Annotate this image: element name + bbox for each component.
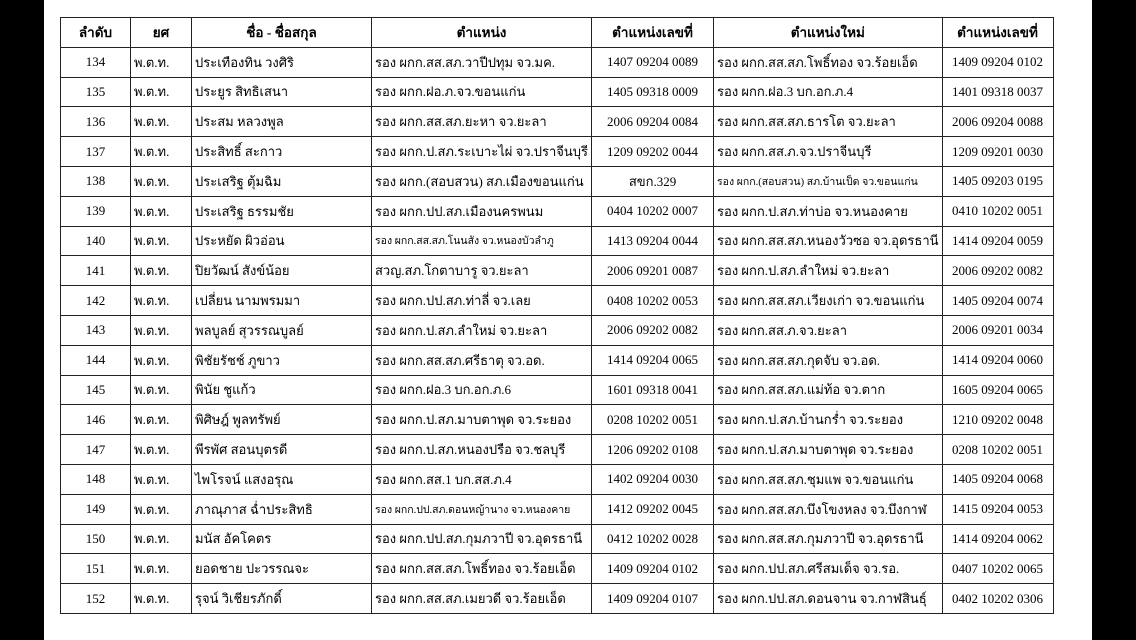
order-cell: 148 — [61, 464, 131, 494]
new-position-cell: รอง ผกก.สส.สภ.ชุมแพ จว.ขอนแก่น — [714, 464, 942, 494]
position-cell: รอง ผกก.ป.สภ.มาบตาพุด จว.ระยอง — [372, 405, 592, 435]
order-cell: 143 — [61, 315, 131, 345]
order-cell: 151 — [61, 554, 131, 584]
name-cell: ภาณุภาส ฉ่ำประสิทธิ — [192, 494, 372, 524]
name-cell: ประสิทธิ์ สะกาว — [192, 137, 372, 167]
rank-cell: พ.ต.ท. — [131, 256, 192, 286]
new-position-number-cell: 0407 10202 0065 — [942, 554, 1053, 584]
table-row — [61, 405, 1054, 435]
table-header-row — [61, 18, 1054, 48]
new-position-number-cell: 1605 09204 0065 — [942, 375, 1053, 405]
table-row — [61, 315, 1054, 345]
new-position-cell: รอง ผกก.สส.สภ.โพธิ์ทอง จว.ร้อยเอ็ด — [714, 47, 942, 77]
order-cell: 144 — [61, 345, 131, 375]
position-cell: รอง ผกก.สส.สภ.วาปีปทุม จว.มค. — [372, 47, 592, 77]
order-cell: 150 — [61, 524, 131, 554]
table-row — [61, 584, 1054, 614]
order-cell: 134 — [61, 47, 131, 77]
position-number-cell: 1407 09204 0089 — [592, 47, 714, 77]
document-page — [44, 0, 1092, 640]
new-position-cell: รอง ผกก.ป.สภ.ลำใหม่ จว.ยะลา — [714, 256, 942, 286]
header-rank: ยศ — [131, 18, 192, 48]
table-row — [61, 494, 1054, 524]
position-number-cell: 1209 09202 0044 — [592, 137, 714, 167]
new-position-cell: รอง ผกก.สส.สภ.หนองวัวซอ จว.อุดรธานี — [714, 226, 942, 256]
new-position-number-cell: 1414 09204 0059 — [942, 226, 1053, 256]
table-row — [61, 256, 1054, 286]
position-cell: รอง ผกก.ฝอ.ภ.จว.ขอนแก่น — [372, 77, 592, 107]
rank-cell: พ.ต.ท. — [131, 226, 192, 256]
name-cell: รุจน์ วิเชียรภักดิ์ — [192, 584, 372, 614]
position-cell: รอง ผกก.สส.สภ.โพธิ์ทอง จว.ร้อยเอ็ด — [372, 554, 592, 584]
name-cell: พีรพัศ สอนบุตรดี — [192, 435, 372, 465]
name-cell: มนัส อัคโคตร — [192, 524, 372, 554]
position-cell: รอง ผกก.ปป.สภ.ท่าลี่ จว.เลย — [372, 286, 592, 316]
rank-cell: พ.ต.ท. — [131, 137, 192, 167]
order-cell: 149 — [61, 494, 131, 524]
rank-cell: พ.ต.ท. — [131, 524, 192, 554]
new-position-number-cell: 1409 09204 0102 — [942, 47, 1053, 77]
header-new-position: ตำแหน่งใหม่ — [714, 18, 942, 48]
new-position-cell: รอง ผกก.(สอบสวน) สภ.บ้านเป็ด จว.ขอนแก่น — [714, 166, 942, 196]
name-cell: ประเสริฐ ธรรมชัย — [192, 196, 372, 226]
table-row — [61, 524, 1054, 554]
new-position-number-cell: 1414 09204 0060 — [942, 345, 1053, 375]
table-row — [61, 166, 1054, 196]
header-name: ชื่อ - ชื่อสกุล — [192, 18, 372, 48]
position-number-cell: 0208 10202 0051 — [592, 405, 714, 435]
rank-cell: พ.ต.ท. — [131, 315, 192, 345]
position-number-cell: 1409 09204 0102 — [592, 554, 714, 584]
position-cell: รอง ผกก.สส.สภ.เมยวดี จว.ร้อยเอ็ด — [372, 584, 592, 614]
position-number-cell: 1409 09204 0107 — [592, 584, 714, 614]
order-cell: 138 — [61, 166, 131, 196]
new-position-cell: รอง ผกก.สส.สภ.เวียงเก่า จว.ขอนแก่น — [714, 286, 942, 316]
position-number-cell: 1405 09318 0009 — [592, 77, 714, 107]
table-row — [61, 107, 1054, 137]
table-row — [61, 345, 1054, 375]
header-new-position-number: ตำแหน่งเลขที่ — [942, 18, 1053, 48]
new-position-cell: รอง ผกก.ป.สภ.ท่าบ่อ จว.หนองคาย — [714, 196, 942, 226]
name-cell: เปลี่ยน นามพรมมา — [192, 286, 372, 316]
rank-cell: พ.ต.ท. — [131, 345, 192, 375]
position-number-cell: 1402 09204 0030 — [592, 464, 714, 494]
new-position-number-cell: 0410 10202 0051 — [942, 196, 1053, 226]
table-body — [61, 47, 1054, 613]
position-cell: รอง ผกก.สส.สภ.ศรีธาตุ จว.อด. — [372, 345, 592, 375]
name-cell: ประสม หลวงพูล — [192, 107, 372, 137]
order-cell: 147 — [61, 435, 131, 465]
position-number-cell: 0408 10202 0053 — [592, 286, 714, 316]
name-cell: ประยูร สิทธิเสนา — [192, 77, 372, 107]
position-number-cell: สขก.329 — [592, 166, 714, 196]
table-row — [61, 47, 1054, 77]
order-cell: 146 — [61, 405, 131, 435]
new-position-cell: รอง ผกก.ปป.สภ.ศรีสมเด็จ จว.รอ. — [714, 554, 942, 584]
table-row — [61, 77, 1054, 107]
order-cell: 142 — [61, 286, 131, 316]
position-cell: รอง ผกก.ปป.สภ.กุมภวาปี จว.อุดรธานี — [372, 524, 592, 554]
new-position-cell: รอง ผกก.ป.สภ.บ้านกร่ำ จว.ระยอง — [714, 405, 942, 435]
new-position-number-cell: 0208 10202 0051 — [942, 435, 1053, 465]
position-cell: รอง ผกก.ป.สภ.หนองปรือ จว.ชลบุรี — [372, 435, 592, 465]
table-row — [61, 554, 1054, 584]
rank-cell: พ.ต.ท. — [131, 375, 192, 405]
table-row — [61, 464, 1054, 494]
position-number-cell: 1414 09204 0065 — [592, 345, 714, 375]
new-position-cell: รอง ผกก.สส.ภ.จว.ปราจีนบุรี — [714, 137, 942, 167]
rank-cell: พ.ต.ท. — [131, 494, 192, 524]
name-cell: พลบูลย์ สุวรรณบูลย์ — [192, 315, 372, 345]
position-cell: รอง ผกก.ป.สภ.ลำใหม่ จว.ยะลา — [372, 315, 592, 345]
order-cell: 152 — [61, 584, 131, 614]
new-position-number-cell: 1415 09204 0053 — [942, 494, 1053, 524]
table-row — [61, 226, 1054, 256]
rank-cell: พ.ต.ท. — [131, 47, 192, 77]
position-cell: รอง ผกก.(สอบสวน) สภ.เมืองขอนแก่น — [372, 166, 592, 196]
position-number-cell: 2006 09204 0084 — [592, 107, 714, 137]
table-row — [61, 375, 1054, 405]
order-cell: 136 — [61, 107, 131, 137]
new-position-number-cell: 2006 09201 0034 — [942, 315, 1053, 345]
position-cell: รอง ผกก.สส.สภ.โนนสัง จว.หนองบัวลำภู — [372, 226, 592, 256]
new-position-cell: รอง ผกก.สส.สภ.แม่ท้อ จว.ตาก — [714, 375, 942, 405]
new-position-cell: รอง ผกก.ปป.สภ.ดอนจาน จว.กาฬสินธุ์ — [714, 584, 942, 614]
new-position-number-cell: 2006 09202 0082 — [942, 256, 1053, 286]
new-position-cell: รอง ผกก.สส.สภ.ธารโต จว.ยะลา — [714, 107, 942, 137]
new-position-number-cell: 1414 09204 0062 — [942, 524, 1053, 554]
position-number-cell: 1413 09204 0044 — [592, 226, 714, 256]
rank-cell: พ.ต.ท. — [131, 77, 192, 107]
name-cell: ยอดชาย ปะวรรณจะ — [192, 554, 372, 584]
new-position-number-cell: 1210 09202 0048 — [942, 405, 1053, 435]
rank-cell: พ.ต.ท. — [131, 435, 192, 465]
order-cell: 141 — [61, 256, 131, 286]
order-cell: 135 — [61, 77, 131, 107]
position-number-cell: 1412 09202 0045 — [592, 494, 714, 524]
new-position-number-cell: 1209 09201 0030 — [942, 137, 1053, 167]
table-row — [61, 286, 1054, 316]
order-cell: 139 — [61, 196, 131, 226]
new-position-number-cell: 0402 10202 0306 — [942, 584, 1053, 614]
position-cell: สวญ.สภ.โกตาบารู จว.ยะลา — [372, 256, 592, 286]
new-position-cell: รอง ผกก.สส.สภ.กุมภวาปี จว.อุดรธานี — [714, 524, 942, 554]
new-position-cell: รอง ผกก.ฝอ.3 บก.อก.ภ.4 — [714, 77, 942, 107]
position-cell: รอง ผกก.ป.สภ.ระเบาะไผ่ จว.ปราจีนบุรี — [372, 137, 592, 167]
new-position-number-cell: 1405 09204 0074 — [942, 286, 1053, 316]
header-position: ตำแหน่ง — [372, 18, 592, 48]
position-number-cell: 0404 10202 0007 — [592, 196, 714, 226]
table-row — [61, 435, 1054, 465]
name-cell: ปิยวัฒน์ สังข์น้อย — [192, 256, 372, 286]
new-position-number-cell: 2006 09204 0088 — [942, 107, 1053, 137]
position-number-cell: 2006 09202 0082 — [592, 315, 714, 345]
position-number-cell: 0412 10202 0028 — [592, 524, 714, 554]
new-position-cell: รอง ผกก.สส.ภ.จว.ยะลา — [714, 315, 942, 345]
personnel-transfer-table — [60, 17, 1054, 614]
name-cell: ไพโรจน์ แสงอรุณ — [192, 464, 372, 494]
order-cell: 140 — [61, 226, 131, 256]
table-row — [61, 137, 1054, 167]
table-row — [61, 196, 1054, 226]
rank-cell: พ.ต.ท. — [131, 107, 192, 137]
new-position-number-cell: 1405 09204 0068 — [942, 464, 1053, 494]
name-cell: ประหยัด ผิวอ่อน — [192, 226, 372, 256]
name-cell: ประเสริฐ ตุ้มฉิม — [192, 166, 372, 196]
header-order: ลำดับ — [61, 18, 131, 48]
new-position-cell: รอง ผกก.สส.สภ.กุดจับ จว.อด. — [714, 345, 942, 375]
position-cell: รอง ผกก.สส.สภ.ยะหา จว.ยะลา — [372, 107, 592, 137]
rank-cell: พ.ต.ท. — [131, 166, 192, 196]
name-cell: ประเทืองทิน วงศิริ — [192, 47, 372, 77]
new-position-number-cell: 1405 09203 0195 — [942, 166, 1053, 196]
rank-cell: พ.ต.ท. — [131, 464, 192, 494]
order-cell: 145 — [61, 375, 131, 405]
position-number-cell: 2006 09201 0087 — [592, 256, 714, 286]
new-position-number-cell: 1401 09318 0037 — [942, 77, 1053, 107]
position-number-cell: 1206 09202 0108 — [592, 435, 714, 465]
position-cell: รอง ผกก.สส.1 บก.สส.ภ.4 — [372, 464, 592, 494]
new-position-cell: รอง ผกก.ป.สภ.มาบตาพุด จว.ระยอง — [714, 435, 942, 465]
name-cell: พิชัยรัชช์ ภูขาว — [192, 345, 372, 375]
order-cell: 137 — [61, 137, 131, 167]
position-cell: รอง ผกก.ปป.สภ.เมืองนครพนม — [372, 196, 592, 226]
name-cell: พินัย ชูแก้ว — [192, 375, 372, 405]
new-position-cell: รอง ผกก.สส.สภ.บึงโขงหลง จว.บึงกาฬ — [714, 494, 942, 524]
position-cell: รอง ผกก.ฝอ.3 บก.อก.ภ.6 — [372, 375, 592, 405]
header-position-number: ตำแหน่งเลขที่ — [592, 18, 714, 48]
position-number-cell: 1601 09318 0041 — [592, 375, 714, 405]
rank-cell: พ.ต.ท. — [131, 584, 192, 614]
name-cell: พิศิษฎ์ พูลทรัพย์ — [192, 405, 372, 435]
rank-cell: พ.ต.ท. — [131, 405, 192, 435]
rank-cell: พ.ต.ท. — [131, 286, 192, 316]
rank-cell: พ.ต.ท. — [131, 196, 192, 226]
position-cell: รอง ผกก.ปป.สภ.ดอนหญ้านาง จว.หนองคาย — [372, 494, 592, 524]
rank-cell: พ.ต.ท. — [131, 554, 192, 584]
